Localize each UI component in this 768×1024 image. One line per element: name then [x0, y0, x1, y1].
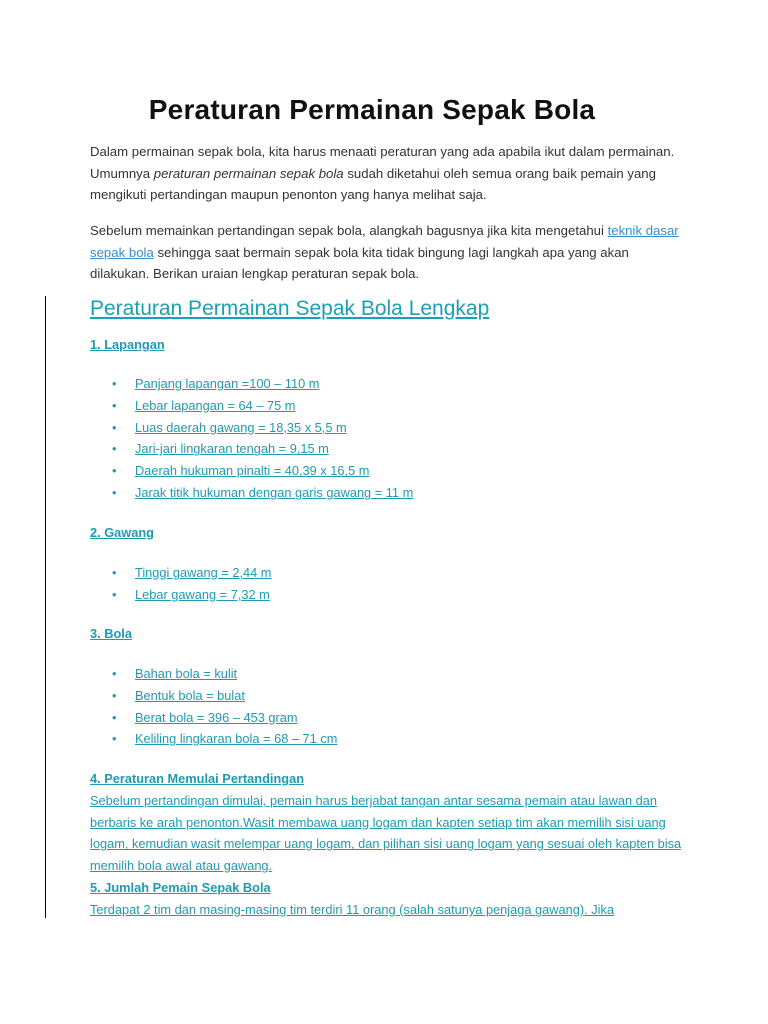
bullet-icon: • — [112, 687, 117, 703]
list-item[interactable] — [112, 482, 413, 504]
list-item[interactable] — [112, 438, 413, 460]
intro-text: Sebelum memainkan pertandingan sepak bola, alangkah bagusnya jika kita mengetahui — [90, 223, 608, 238]
bullet-icon: • — [112, 586, 117, 602]
list-item[interactable] — [112, 460, 413, 482]
list-item-text: Berat bola = 396 – 453 gram — [135, 709, 298, 725]
margin-vertical-rule — [45, 296, 46, 918]
bullet-icon: • — [112, 463, 117, 479]
intro-paragraph-1 — [90, 141, 680, 206]
intro-italic-text: peraturan permainan sepak bola — [153, 165, 344, 181]
bullet-icon: • — [112, 397, 117, 413]
heading-jumlah-pemain[interactable]: 5. Jumlah Pemain Sepak Bola — [90, 880, 271, 895]
list-item[interactable] — [112, 562, 271, 584]
paragraph-memulai[interactable]: Sebelum pertandingan dimulai, pemain harus berjabat tangan antar sesama pemain atau lawan dan berbaris ke arah penonton.Wasit membawa uang logam dan kapten setiap tim akan memilih sisi uang logam, kemudian wasit melempar uang logam, dan pilihan sisi uang logam yang sesuai oleh kapten bisa memilih bola awal atau gawang. — [90, 793, 682, 874]
heading-bola[interactable]: 3. Bola — [90, 626, 132, 641]
page-title: Peraturan Permainan Sepak Bola — [148, 94, 596, 125]
list-item[interactable] — [112, 728, 337, 750]
list-item-text: Bahan bola = kulit — [135, 666, 238, 681]
paragraph-jumlah-pemain[interactable]: Terdapat 2 tim dan masing-masing tim terdiri 11 orang (salah satunya penjaga gawang). Jika — [90, 902, 615, 917]
list-bola — [112, 663, 337, 750]
list-item[interactable] — [112, 584, 271, 606]
heading-gawang[interactable]: 2. Gawang — [90, 525, 155, 540]
bullet-icon: • — [112, 441, 117, 457]
bullet-icon: • — [112, 484, 117, 500]
bullet-icon: • — [112, 731, 117, 747]
teknik-dasar-link[interactable]: teknik dasar sepak bola — [90, 223, 679, 260]
list-item[interactable] — [112, 663, 337, 685]
list-item-text: Keliling lingkaran bola = 68 – 71 cm — [135, 731, 338, 747]
list-item-text: Bentuk bola = bulat — [135, 687, 245, 703]
list-gawang — [112, 562, 271, 606]
section-subtitle[interactable]: Peraturan Permainan Sepak Bola Lengkap — [90, 297, 490, 320]
heading-memulai[interactable]: 4. Peraturan Memulai Pertandingan — [90, 771, 305, 786]
intro-text: sudah diketahui oleh semua orang baik pemain yang mengikuti pertandingan maupun penonton yang hanya melihat saja. — [90, 165, 656, 203]
list-item[interactable] — [112, 685, 337, 707]
list-item[interactable] — [112, 417, 413, 439]
bullet-icon: • — [112, 666, 117, 681]
list-item-text: Tinggi gawang = 2,44 m — [135, 565, 272, 580]
list-item-text: Lebar lapangan = 64 – 75 m — [135, 397, 296, 413]
list-lapangan — [112, 373, 413, 504]
list-item-text: Daerah hukuman pinalti = 40,39 x 16,5 m — [135, 463, 370, 479]
bullet-icon: • — [112, 709, 117, 725]
list-item[interactable] — [112, 707, 337, 729]
bullet-icon: • — [112, 376, 117, 391]
intro-paragraph-2 — [90, 220, 680, 285]
list-item-text: Jari-jari lingkaran tengah = 9,15 m — [135, 441, 329, 457]
list-item-text: Lebar gawang = 7,32 m — [135, 586, 270, 602]
list-item[interactable] — [112, 373, 413, 395]
intro-text: sehingga saat bermain sepak bola kita tidak bingung lagi langkah apa yang akan dilakukan. Berikan uraian lengkap peraturan sepak bola. — [90, 244, 629, 282]
bullet-icon: • — [112, 419, 117, 435]
heading-lapangan[interactable]: 1. Lapangan — [90, 337, 165, 352]
list-item[interactable] — [112, 395, 413, 417]
list-item-text: Luas daerah gawang = 18,35 x 5,5 m — [135, 419, 347, 435]
list-item-text: Jarak titik hukuman dengan garis gawang = 11 m — [135, 484, 414, 500]
list-item-text: Panjang lapangan =100 – 110 m — [135, 376, 320, 391]
intro-text: Dalam permainan sepak bola, kita harus menaati peraturan yang ada apabila ikut dalam permainan. Umumnya — [90, 144, 675, 181]
bullet-icon: • — [112, 565, 117, 580]
